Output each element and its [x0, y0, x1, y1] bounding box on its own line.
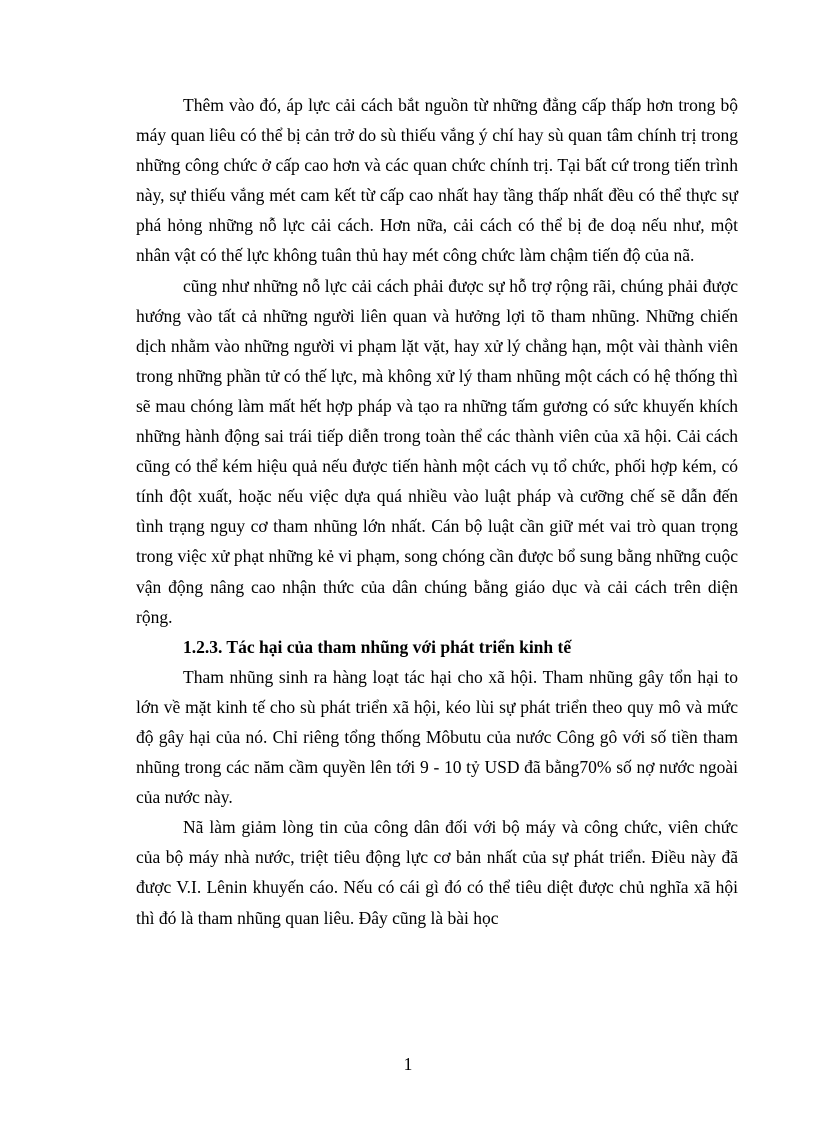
- paragraph-broad-support: cũng như những nỗ lực cải cách phải được sự hỗ trợ rộng rãi, chúng phải được hướng vào tất cả những người liên quan và hưởng lợi tõ tham nhũng. Những chiến dịch nhằm vào những người vi phạm lặt vặt, hay xử lý chẳng hạn, một vài thành viên trong những phần tử có thế lực, mà không xử lý tham nhũng một cách có hệ thống thì sẽ mau chóng làm mất hết hợp pháp và tạo ra những tấm gương có sức khuyến khích những hành động sai trái tiếp diễn trong toàn thể các thành viên của xã hội. Cải cách cũng có thể kém hiệu quả nếu được tiến hành một cách vụ tổ chức, phối hợp kém, có tính đột xuất, hoặc nếu việc dựa quá nhiều vào luật pháp và cưỡng chế sẽ dẫn đến tình trạng nguy cơ tham nhũng lớn nhất. Cán bộ luật cần giữ mét vai trò quan trọng trong việc xử phạt những kẻ vi phạm, song chóng cần được bổ sung bằng những cuộc vận động nâng cao nhận thức của dân chúng bằng giáo dục và cải cách trên diện rộng.: [136, 275, 738, 627]
- body-text: [136, 90, 738, 933]
- section-heading: 1.2.3. Tác hại của tham nhũng với phát triển kinh tế: [183, 636, 572, 657]
- paragraph-economic-harm: Tham nhũng sinh ra hàng loạt tác hại cho xã hội. Tham nhũng gây tổn hại to lớn về mặt kinh tế cho sù phát triển xã hội, kéo lùi sự phát triển theo quy mô và mức độ gây hại của nó. Chỉ riêng tổng thống Môbutu của nước Công gô với số tiền tham nhũng trong các năm cầm quyền lên tới 9 - 10 tỷ USD đã bằng70% số nợ nước ngoài của nước này.: [136, 666, 738, 808]
- paragraph-public-trust: Nã làm giảm lòng tin của công dân đối với bộ máy và công chức, viên chức của bộ máy nhà nước, triệt tiêu động lực cơ bản nhất của sự phát triển. Điều này đã được V.I. Lênin khuyến cáo. Nếu có cái gì đó có thể tiêu diệt được chủ nghĩa xã hội thì đó là tham nhũng quan liêu. Đây cũng là bài học: [136, 817, 738, 928]
- page-number: 1: [403, 1054, 413, 1074]
- paragraph-reform-pressure: Thêm vào đó, áp lực cải cách bắt nguồn từ những đẳng cấp thấp hơn trong bộ máy quan liêu có thể bị cản trở do sù thiếu vắng ý chí hay sù quan tâm chính trị trong những công chức ở cấp cao hơn và các quan chức chính trị. Tại bất cứ trong tiến trình này, sự thiếu vắng mét cam kết từ cấp cao nhất hay tầng thấp nhất đều có thể thực sự phá hỏng những nỗ lực cải cách. Hơn nữa, cải cách có thể bị đe doạ nếu như, một nhân vật có thế lực không tuân thủ hay mét công chức làm chậm tiến độ của nã.: [136, 95, 738, 266]
